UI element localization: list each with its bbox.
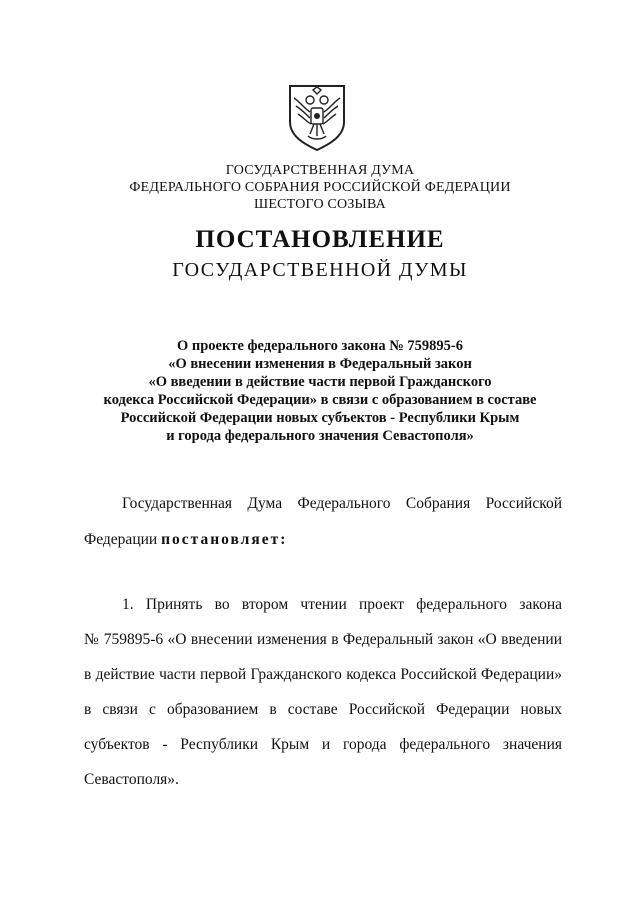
item1-line-6: Севастополя». [84, 771, 179, 788]
item1-line-1: 1. Принять во втором чтении проект федерального закона [122, 596, 562, 613]
preamble-action: постановляет: [161, 531, 288, 548]
subject-line-5: Российской Федерации новых субъектов - Республики Крым [120, 410, 520, 426]
preamble-line-1: Государственная Дума Федерального Собрания Российской [122, 495, 562, 512]
header-line-1: ГОСУДАРСТВЕННАЯ ДУМА [225, 163, 415, 178]
coat-of-arms-icon [280, 78, 354, 152]
item1-line-3: в действие части первой Гражданского кодекса Российской Федерации» [84, 666, 562, 683]
document-title: ПОСТАНОВЛЕНИЕ [195, 226, 445, 253]
subject-line-4: кодекса Российской Федерации» в связи с образованием в составе [103, 392, 537, 408]
subject-line-1: О проекте федерального закона № 759895-6 [176, 338, 464, 354]
subject-line-3: «О введении в действие части первой Гражданского [148, 374, 492, 390]
subject-line-2: «О внесении изменения в Федеральный закон [168, 356, 472, 372]
item1-line-5: субъектов - Республики Крым и города федерального значения [84, 736, 562, 753]
header-line-2: ФЕДЕРАЛЬНОГО СОБРАНИЯ РОССИЙСКОЙ ФЕДЕРАЦИИ [129, 180, 511, 195]
item1-line-4: в связи с образованием в составе Российской Федерации новых [84, 701, 562, 718]
preamble-prefix: Федерации [84, 531, 162, 548]
subject-line-6: и города федерального значения Севастополя» [166, 428, 474, 444]
document-subtitle: ГОСУДАРСТВЕННОЙ ДУМЫ [172, 259, 468, 281]
item1-line-2: № 759895-6 «О внесении изменения в Федеральный закон «О введении [84, 631, 562, 648]
preamble-line-2 [84, 530, 287, 550]
header-line-3: ШЕСТОГО СОЗЫВА [254, 197, 386, 212]
